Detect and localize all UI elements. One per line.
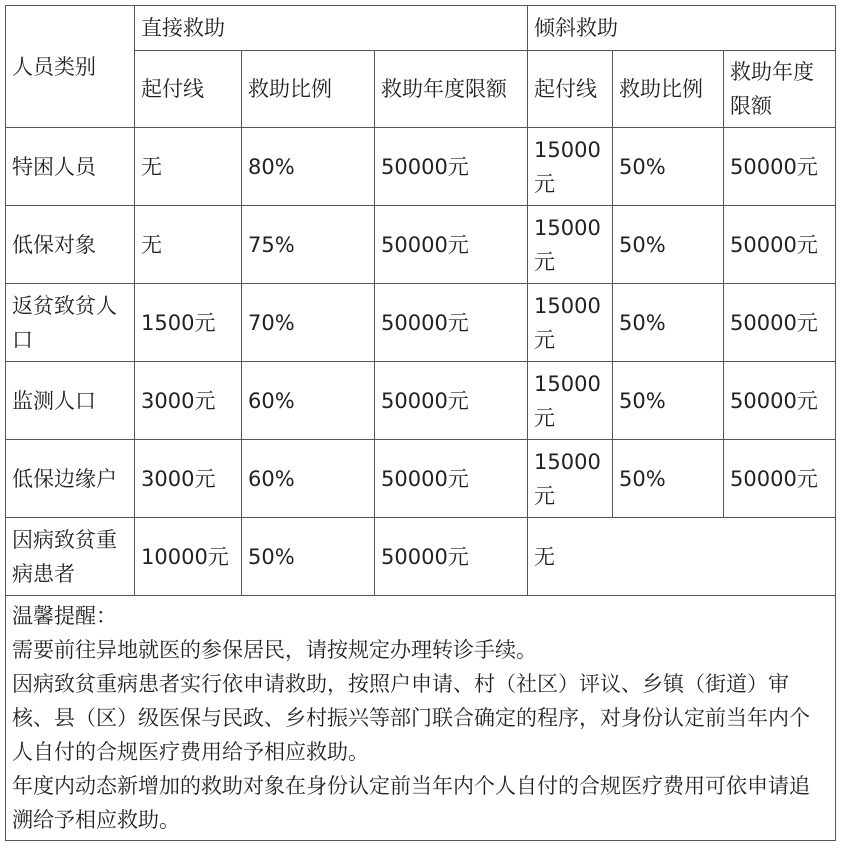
header-category: 人员类别 xyxy=(6,6,135,128)
notes-line: 年度内动态新增加的救助对象在身份认定前当年内个人自付的合规医疗费用可依申请追溯给予相应救助。 xyxy=(12,774,810,832)
row-direct-limit: 50000元 xyxy=(375,284,528,362)
row-category: 特困人员 xyxy=(6,128,135,206)
row-direct-ratio: 75% xyxy=(242,206,375,284)
medical-assistance-table xyxy=(5,5,836,841)
table-row xyxy=(6,362,836,440)
row-tilt-limit: 50000元 xyxy=(724,440,836,518)
row-tilt-ratio: 50% xyxy=(613,206,724,284)
row-tilt-threshold: 15000元 xyxy=(528,128,613,206)
row-tilt-ratio: 50% xyxy=(613,440,724,518)
notes-cell xyxy=(6,596,836,841)
row-tilt-ratio: 50% xyxy=(613,128,724,206)
row-direct-threshold: 3000元 xyxy=(135,362,242,440)
row-direct-ratio: 50% xyxy=(242,518,375,596)
table-row xyxy=(6,440,836,518)
header-direct-assistance: 直接救助 xyxy=(135,6,528,51)
header-tilt-limit: 救助年度限额 xyxy=(724,51,836,128)
row-tilt-limit: 50000元 xyxy=(724,128,836,206)
row-direct-limit: 50000元 xyxy=(375,518,528,596)
header-direct-limit: 救助年度限额 xyxy=(375,51,528,128)
row-category: 返贫致贫人口 xyxy=(6,284,135,362)
row-tilt-threshold: 15000元 xyxy=(528,440,613,518)
header-direct-threshold: 起付线 xyxy=(135,51,242,128)
row-tilt-threshold: 15000元 xyxy=(528,284,613,362)
row-tilt-ratio: 50% xyxy=(613,284,724,362)
row-direct-ratio: 80% xyxy=(242,128,375,206)
row-tilt-limit: 50000元 xyxy=(724,284,836,362)
row-tilt-none: 无 xyxy=(528,518,836,596)
row-tilt-threshold: 15000元 xyxy=(528,362,613,440)
table-row xyxy=(6,206,836,284)
row-direct-limit: 50000元 xyxy=(375,206,528,284)
row-direct-threshold: 无 xyxy=(135,128,242,206)
row-direct-threshold: 10000元 xyxy=(135,518,242,596)
notes-row xyxy=(6,596,836,841)
row-tilt-limit: 50000元 xyxy=(724,206,836,284)
notes-title: 温馨提醒： xyxy=(12,604,117,628)
notes-line: 因病致贫重病患者实行依申请救助，按照户申请、村（社区）评议、乡镇（街道）审核、县（区）级医保与民政、乡村振兴等部门联合确定的程序，对身份认定前当年内个人自付的合规医疗费用给予相应救助。 xyxy=(12,672,810,764)
row-direct-limit: 50000元 xyxy=(375,440,528,518)
notes-line: 需要前往异地就医的参保居民，请按规定办理转诊手续。 xyxy=(12,638,537,662)
row-direct-ratio: 60% xyxy=(242,440,375,518)
header-tilt-ratio: 救助比例 xyxy=(613,51,724,128)
header-direct-ratio: 救助比例 xyxy=(242,51,375,128)
row-direct-threshold: 无 xyxy=(135,206,242,284)
row-category: 监测人口 xyxy=(6,362,135,440)
row-direct-limit: 50000元 xyxy=(375,362,528,440)
row-tilt-threshold: 15000元 xyxy=(528,206,613,284)
table-row xyxy=(6,128,836,206)
row-category: 低保边缘户 xyxy=(6,440,135,518)
row-category: 因病致贫重病患者 xyxy=(6,518,135,596)
row-direct-threshold: 3000元 xyxy=(135,440,242,518)
row-tilt-ratio: 50% xyxy=(613,362,724,440)
row-tilt-limit: 50000元 xyxy=(724,362,836,440)
header-row-1 xyxy=(6,6,836,51)
row-category: 低保对象 xyxy=(6,206,135,284)
row-direct-threshold: 1500元 xyxy=(135,284,242,362)
row-direct-ratio: 70% xyxy=(242,284,375,362)
table-row xyxy=(6,518,836,596)
header-tilt-threshold: 起付线 xyxy=(528,51,613,128)
header-tilt-assistance: 倾斜救助 xyxy=(528,6,836,51)
table-row xyxy=(6,284,836,362)
row-direct-limit: 50000元 xyxy=(375,128,528,206)
row-direct-ratio: 60% xyxy=(242,362,375,440)
